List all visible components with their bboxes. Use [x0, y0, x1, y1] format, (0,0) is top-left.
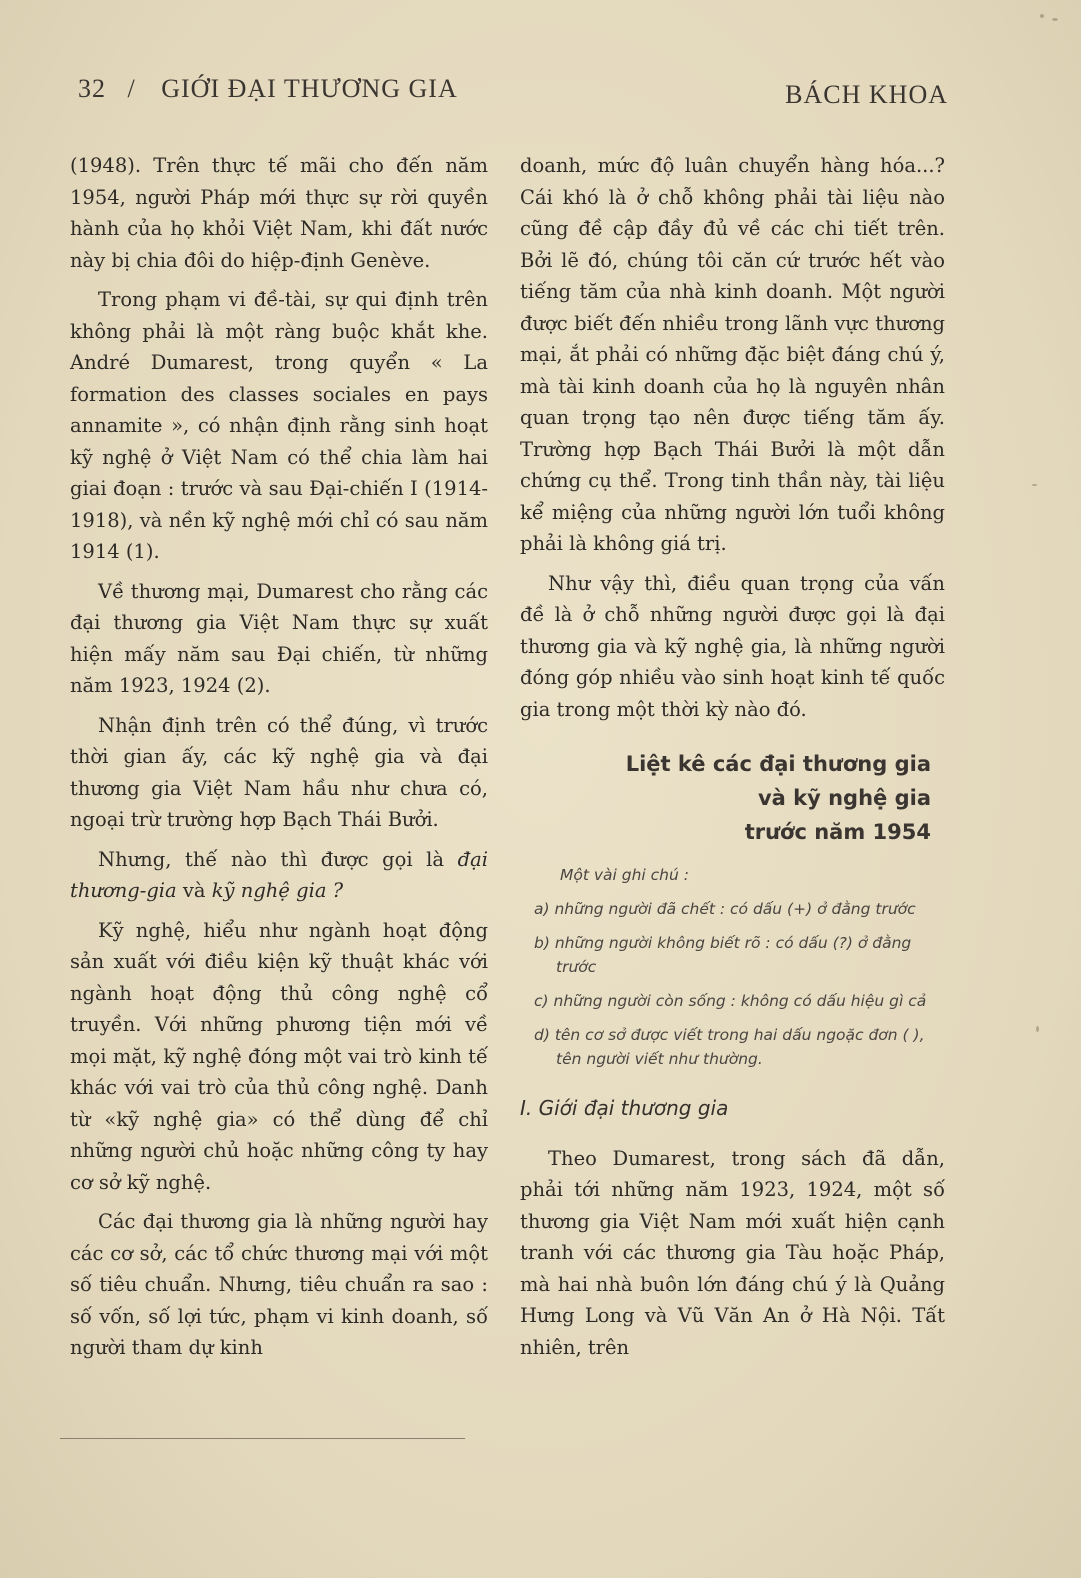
paragraph: (1948). Trên thực tế mãi cho đến năm 1954, người Pháp mới thực sự rời quyền hành của họ khỏi Việt Nam, khi đất nước này bị chia đôi do hiệp-định Genève. — [70, 154, 488, 272]
paragraph: Trong phạm vi đề-tài, sự qui định trên không phải là một ràng buộc khắt khe. André Dumarest, trong quyển « La formation des classes sociales en pays annamite », có nhận định rằng sinh hoạt kỹ nghệ ở Việt Nam có thể chia làm hai giai đoạn : trước và sau Đại-chiến I (1914-1918), và nền kỹ nghệ mới chỉ có sau năm 1914 (1). — [70, 288, 488, 563]
paper-speck — [1052, 18, 1058, 21]
header-left — [78, 74, 458, 104]
paragraph: Nhận định trên có thể đúng, vì trước thời gian ấy, các kỹ nghệ gia và đại thương gia Việt Nam hầu như chưa có, ngoại trừ trường hợp Bạch Thái Bưởi. — [70, 713, 488, 831]
page-number: 32 — [78, 74, 106, 103]
right-column — [520, 150, 945, 1371]
paper-speck — [1032, 484, 1037, 486]
term-dai-thuong-gia: đại thương-gia — [70, 847, 488, 902]
conjunction: và — [182, 879, 206, 902]
left-column — [70, 150, 488, 1372]
question-text: Nhưng, thế nào thì được gọi là — [98, 847, 445, 871]
page-header — [78, 74, 948, 114]
list-heading-line-1: Liệt kê các đại thương gia — [625, 752, 931, 776]
note-item: b) những người không biết rõ : có dấu (?) ở đằng trước — [534, 934, 912, 976]
paper-speck — [1040, 14, 1044, 18]
question-paragraph — [70, 844, 488, 907]
header-separator: / — [127, 74, 136, 103]
paragraph: Theo Dumarest, trong sách đã dẫn, phải tới những năm 1923, 1924, một số thương gia Việt Nam mới xuất hiện cạnh tranh với các thương gia Tàu hoặc Pháp, mà hai nhà buôn lớn đáng chú ý là Quảng Hưng Long và Vũ Văn An ở Hà Nội. Tất nhiên, trên — [520, 1146, 945, 1359]
subsection-heading: I. Giới đại thương gia — [520, 1096, 729, 1120]
note-item: d) tên cơ sở được viết trong hai dấu ngoặc đơn ( ), tên người viết như thường. — [534, 1026, 925, 1068]
running-title: GIỚI ĐẠI THƯƠNG GIA — [161, 74, 458, 103]
list-heading-line-3: trước năm 1954 — [744, 820, 931, 844]
paragraph: Như vậy thì, điều quan trọng của vấn đề là ở chỗ những người được gọi là đại thương gia và kỹ nghệ gia, là những người đóng góp nhiều vào sinh hoạt kinh tế quốc gia trong một thời kỳ nào đó. — [520, 571, 945, 721]
list-heading — [520, 747, 931, 849]
notes-block — [520, 863, 945, 1071]
term-ky-nghe-gia: kỹ nghệ gia ? — [211, 879, 344, 902]
note-item: a) những người đã chết : có dấu (+) ở đằng trước — [534, 900, 916, 918]
list-heading-line-2: và kỹ nghệ gia — [757, 786, 931, 810]
paper-speck — [1036, 1026, 1039, 1032]
paragraph: Kỹ nghệ, hiểu như ngành hoạt động sản xuất với điều kiện kỹ thuật khác với ngành hoạt động thủ công nghệ cổ truyền. Với những phương tiện mới về mọi mặt, kỹ nghệ đóng một vai trò kinh tế khác với vai trò của thủ công nghệ. Danh từ «kỹ nghệ gia» có thể dùng để chỉ những người chủ hoặc những công ty hay cơ sở kỹ nghệ. — [70, 918, 488, 1194]
notes-heading: Một vài ghi chú : — [560, 866, 689, 884]
paragraph: doanh, mức độ luân chuyển hàng hóa...? Cái khó là ở chỗ không phải tài liệu nào cũng đề cập đầy đủ về các chi tiết trên. Bởi lẽ đó, chúng tôi căn cứ trước hết vào tiếng tăm của nhà kinh doanh. Một người được biết đến nhiều trong lãnh vực thương mại, ắt phải có những đặc biệt đáng chú ý, mà tài kinh doanh của họ là nguyên nhân quan trọng tạo nên được tiếng tăm ấy. Trường hợp Bạch Thái Bưởi là một dẫn chứng cụ thể. Trong tinh thần này, tài liệu kể miệng của những người lớn tuổi không phải là không giá trị. — [520, 154, 945, 555]
paragraph: Các đại thương gia là những người hay các cơ sở, các tổ chức thương mại với một số tiêu chuẩn. Nhưng, tiêu chuẩn ra sao : số vốn, số lợi tức, phạm vi kinh doanh, số người tham dự kinh — [70, 1210, 488, 1359]
paragraph: Về thương mại, Dumarest cho rằng các đại thương gia Việt Nam thực sự xuất hiện mấy năm sau Đại chiến, từ những năm 1923, 1924 (2). — [70, 579, 488, 697]
magazine-name: BÁCH KHOA — [785, 80, 948, 109]
note-item: c) những người còn sống : không có dấu hiệu gì cả — [534, 992, 927, 1010]
bottom-rule — [60, 1438, 465, 1439]
